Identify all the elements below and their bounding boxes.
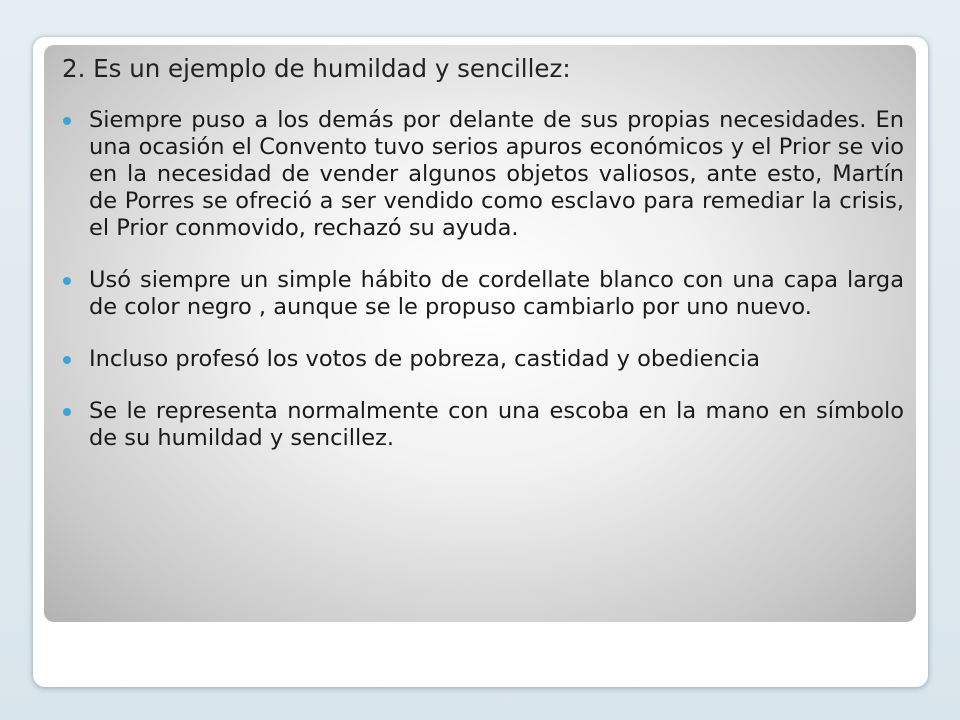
bullet-item	[62, 398, 904, 452]
content-box	[44, 45, 916, 622]
bullet-text: Usó siempre un simple hábito de cordellate blanco con una capa larga de color negro , aunque se le propuso cambiarlo por uno nuevo.	[89, 267, 904, 321]
bullet-dot-icon	[63, 277, 71, 285]
bullet-item	[62, 346, 904, 373]
bullet-dot-icon	[63, 117, 71, 125]
bullet-item	[62, 107, 904, 242]
bullet-text: Incluso profesó los votos de pobreza, castidad y obediencia	[89, 346, 761, 373]
bullet-text: Siempre puso a los demás por delante de sus propias necesidades. En una ocasión el Convento tuvo serios apuros económicos y el Prior se vio en la necesidad de vender algunos objetos valiosos, ante esto, Martín de Porres se ofreció a ser vendido como esclavo para remediar la crisis, el Prior conmovido, rechazó su ayuda.	[89, 107, 904, 242]
bullet-text: Se le representa normalmente con una escoba en la mano en símbolo de su humildad y sencillez.	[89, 398, 904, 452]
bullet-list	[62, 107, 904, 452]
bullet-dot-icon	[63, 408, 71, 416]
bullet-dot-icon	[63, 356, 71, 364]
bullet-item	[62, 267, 904, 321]
slide-heading: 2. Es un ejemplo de humildad y sencillez:	[62, 54, 571, 83]
